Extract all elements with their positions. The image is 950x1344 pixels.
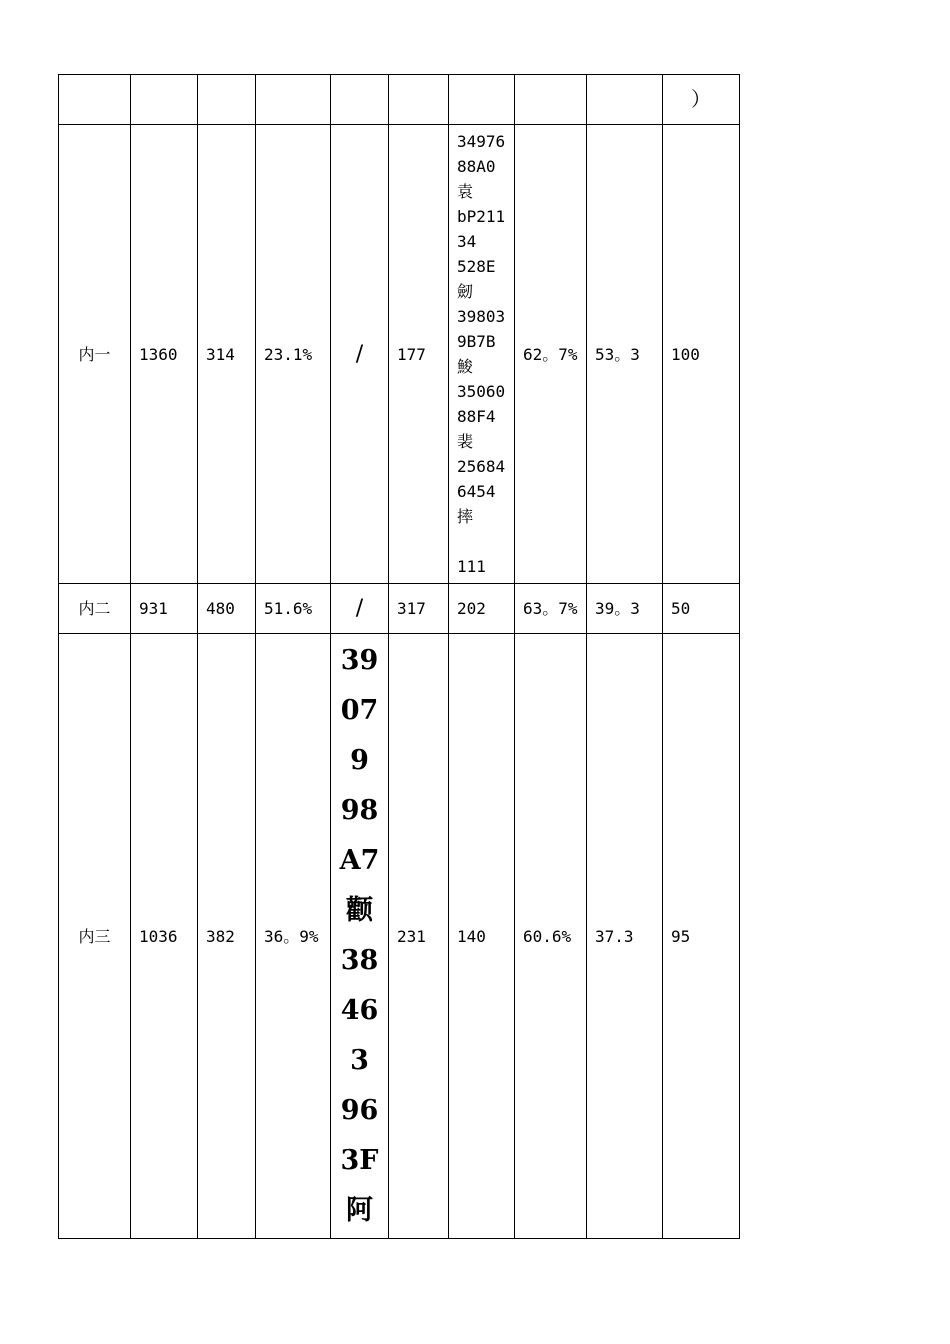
table-cell [389,75,449,125]
code-line: 96 [340,1095,379,1126]
code-line: 34976 [457,132,506,151]
data-table [58,74,740,1239]
code-line: 38 [340,945,379,976]
table-cell: / [331,584,389,634]
table-cell: 202 [449,584,515,634]
code-line: 111 [457,557,486,576]
code-line: 袁 [457,182,474,201]
table-cell: 37.3 [587,634,663,1239]
closing-paren-cell: ） [663,75,740,125]
code-line: 阿 [346,1195,373,1226]
stacked-code-cell [331,634,389,1239]
table-cell: 36。9% [256,634,331,1239]
table-cell: 23.1% [256,125,331,584]
code-line: 98 [340,795,379,826]
code-line: 3F [340,1145,379,1176]
code-line: 裴 [457,432,474,451]
table-cell: 1036 [131,634,198,1239]
code-line: 6454 [457,482,496,501]
table-cell: 60.6% [515,634,587,1239]
code-line: 3 [350,1045,369,1076]
table-cell [449,75,515,125]
table-cell: 50 [663,584,740,634]
code-line: 颧 [346,895,373,926]
table-cell: 63。7% [515,584,587,634]
table-cell [256,75,331,125]
table-cell: 931 [131,584,198,634]
row-label: 内三 [59,634,131,1239]
stacked-code-cell [449,125,515,584]
table-cell [59,75,131,125]
code-line: 9B7B [457,332,496,351]
code-line: A7 [339,845,380,876]
code-line: 88F4 [457,407,496,426]
code-line: 摔 [457,507,474,526]
code-line-gap [457,529,506,554]
table-cell [198,75,256,125]
code-line: 劒 [457,282,474,301]
table-cell: 100 [663,125,740,584]
table-cell: 1360 [131,125,198,584]
table-cell: 39。3 [587,584,663,634]
code-line: 25684 [457,457,506,476]
code-line: 39 [340,645,379,676]
code-line: 鮻 [457,357,474,376]
table-cell: 177 [389,125,449,584]
code-line: 07 [340,695,379,726]
table-cell: 62。7% [515,125,587,584]
code-line: 88A0 [457,157,496,176]
code-line: 46 [340,995,379,1026]
table-cell: 53。3 [587,125,663,584]
code-line: 39803 [457,307,506,326]
code-line: 9 [350,745,369,776]
table-row [59,125,740,584]
table-cell: / [331,125,389,584]
table-cell [515,75,587,125]
code-line: 528E [457,257,496,276]
code-line: 35060 [457,382,506,401]
code-line: bP211 [457,207,506,226]
table-cell: 51.6% [256,584,331,634]
table-cell [331,75,389,125]
table-cell: 95 [663,634,740,1239]
table-cell [131,75,198,125]
table-cell: 382 [198,634,256,1239]
row-label: 内一 [59,125,131,584]
table-row [59,584,740,634]
table-cell: 317 [389,584,449,634]
table-cell: 140 [449,634,515,1239]
table-row [59,634,740,1239]
table-cell: 231 [389,634,449,1239]
code-line: 34 [457,232,477,251]
row-label: 内二 [59,584,131,634]
table-cell [587,75,663,125]
table-row-header [59,75,740,125]
table-cell: 314 [198,125,256,584]
table-cell: 480 [198,584,256,634]
